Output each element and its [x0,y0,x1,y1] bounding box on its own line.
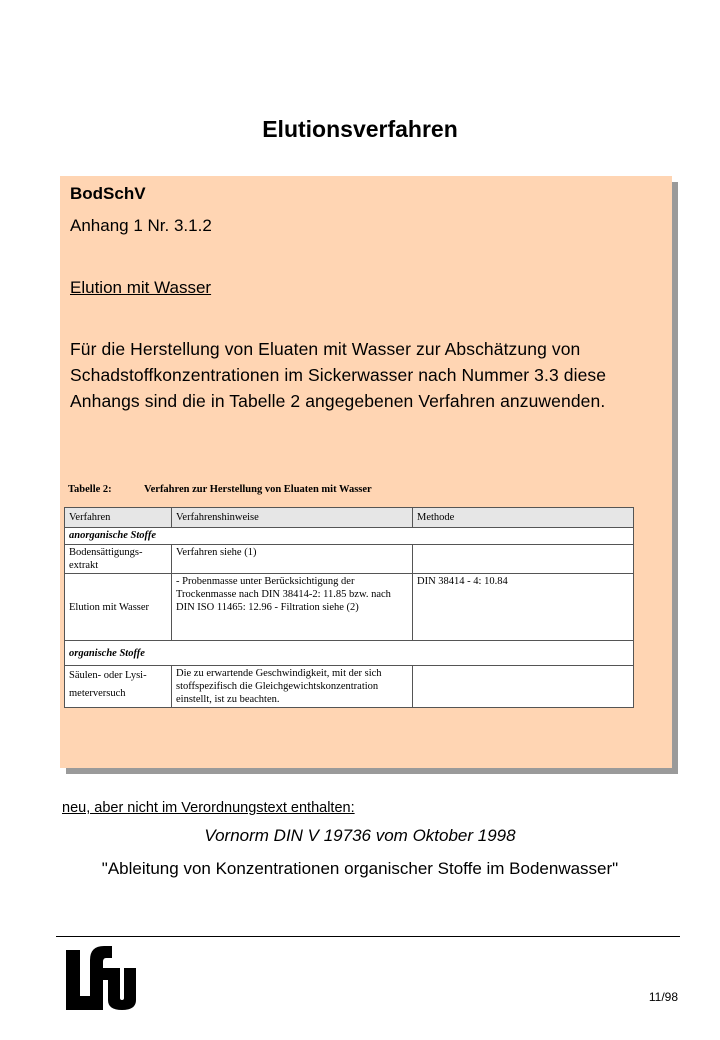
annex-reference: Anhang 1 Nr. 3.1.2 [70,216,212,235]
procedures-table [64,507,634,708]
cell-hinweise: - Probenmasse unter Berücksichtigung der Trockenmasse nach DIN 38414-2: 11.85 bzw. nach DIN ISO 11465: 12.96 - Filtration siehe (2) [172,574,413,641]
table-caption-label: Tabelle 2: [68,484,112,495]
group-row-organic [65,641,634,666]
table-row [65,666,634,708]
cell-methode: DIN 38414 - 4: 10.84 [413,574,634,641]
section-heading: Elution mit Wasser [70,278,212,297]
norm-reference: Vornorm DIN V 19736 vom Oktober 1998 [204,826,516,845]
table-caption [68,484,372,495]
cell-verfahren: Bodensättigungs-extrakt [65,545,172,574]
cell-methode [413,545,634,574]
table-row [65,574,634,641]
cell-hinweise: Die zu erwartende Geschwindigkeit, mit der sich stoffspezifisch die Gleichgewichtskonzentration einstellt, ist zu beachten. [172,666,413,708]
table-header-row [65,508,634,528]
header-hinweise: Verfahrenshinweise [172,508,413,528]
description-paragraph: Für die Herstellung von Eluaten mit Wasser zur Abschätzung von Schadstoffkonzentrationen im Sickerwasser nach Nummer 3.3 diese Anhangs sind die in Tabelle 2 angegebenen Verfahren anzuwenden. [70,339,607,411]
note-label: neu, aber nicht im Verordnungstext enthalten: [62,800,355,816]
group-row-inorganic [65,528,634,545]
group-label-organic: organische Stoffe [65,641,634,666]
header-verfahren: Verfahren [65,508,172,528]
page-number: 11/98 [648,990,678,1004]
norm-title: "Ableitung von Konzentrationen organischer Stoffe im Bodenwasser" [101,859,619,878]
cell-hinweise: Verfahren siehe (1) [172,545,413,574]
regulation-heading: BodSchV [70,184,146,203]
header-methode: Methode [413,508,634,528]
group-label-inorganic: anorganische Stoffe [65,528,634,545]
page-title: Elutionsverfahren [262,116,458,142]
table-caption-title: Verfahren zur Herstellung von Eluaten mit Wasser [144,484,372,495]
lfu-logo-icon [64,944,136,1012]
cell-verfahren: Elution mit Wasser [65,574,172,641]
table-row [65,545,634,574]
cell-methode [413,666,634,708]
cell-verfahren: Säulen- oder Lysi-meterversuch [65,666,172,708]
footer-divider [56,936,680,937]
